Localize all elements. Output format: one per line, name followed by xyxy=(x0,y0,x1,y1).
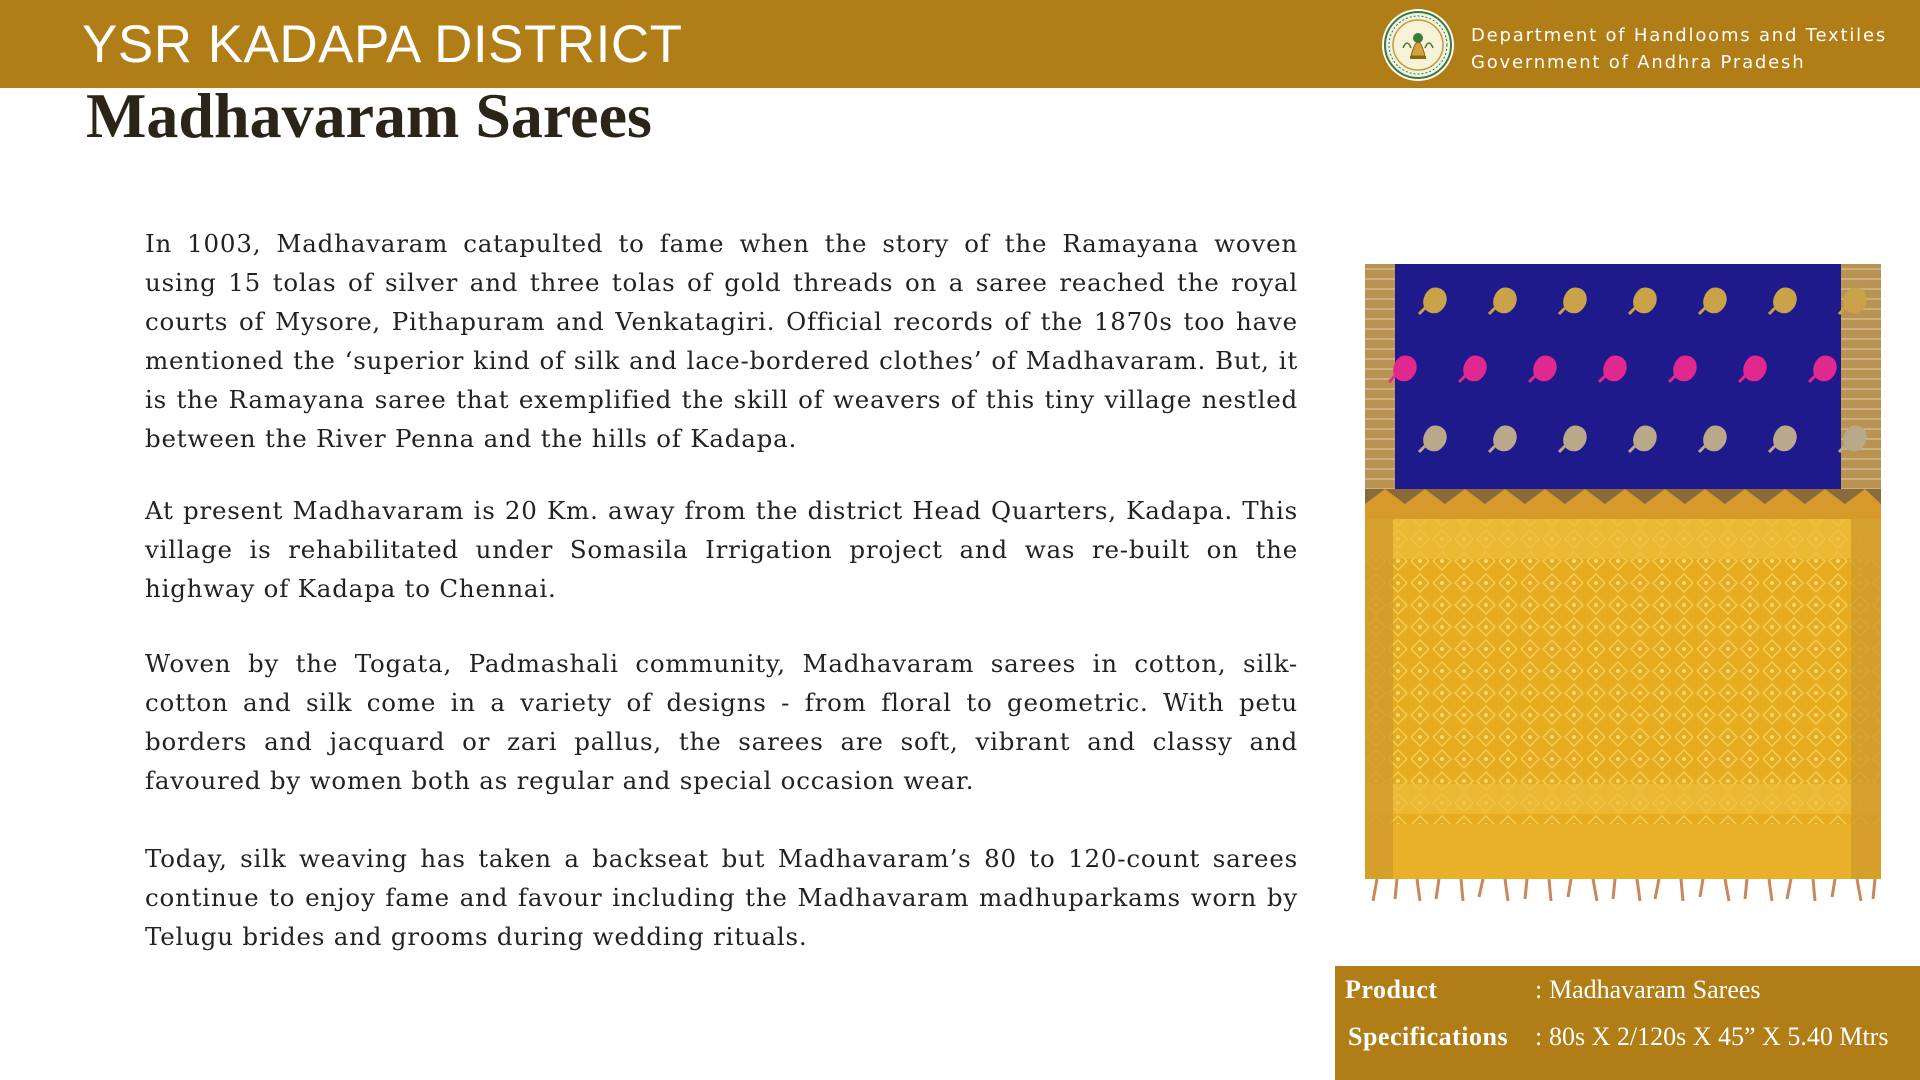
saree-pallu-band-top xyxy=(1365,519,1881,559)
specifications-label: Specifications xyxy=(1348,1022,1509,1051)
page-title: Madhavaram Sarees xyxy=(86,80,652,151)
department-name: Department of Handlooms and Textiles xyxy=(1471,25,1888,46)
saree-pallu-band-bottom xyxy=(1365,824,1881,879)
paragraph-history: In 1003, Madhavaram catapulted to fame when the story of the Ramayana woven using 15 tolas of silver and three tolas of gold threads on a saree reached the royal courts of Mysore, Pithapuram and Venkatagiri. Official records of the 1870s too have mentioned the ‘superior kind of silk and lace-bordered clothes’ of Madhavaram. But, it is the Ramayana saree that exemplified the skill of weavers of this tiny village nestled between the River Penna and the hills of Kadapa. xyxy=(145,229,1298,453)
description-text xyxy=(145,224,1298,956)
saree-pallu-right-edge xyxy=(1851,519,1881,879)
specifications-row xyxy=(1335,1017,1920,1057)
district-title: YSR KADAPA DISTRICT xyxy=(82,15,683,74)
specifications-value: 80s X 2/120s X 45” X 5.40 Mtrs xyxy=(1549,1022,1889,1051)
product-separator: : xyxy=(1535,975,1543,1004)
specifications-separator: : xyxy=(1535,1022,1543,1051)
product-value: Madhavaram Sarees xyxy=(1549,975,1761,1004)
saree-left-border xyxy=(1365,264,1395,509)
product-spec-box xyxy=(1335,966,1920,1080)
saree-pallu-band-mid xyxy=(1365,784,1881,814)
product-label: Product xyxy=(1345,975,1438,1004)
saree-pallu-left-edge xyxy=(1365,519,1393,879)
department-block xyxy=(1471,22,1887,76)
paragraph-weavers: Woven by the Togata, Padmashali community, Madhavaram sarees in cotton, silk-cotton and silk come in a variety of designs - from floral to geometric. With petu borders and jacquard or zari pallus, the sarees are soft, vibrant and classy and favoured by women both as regular and special occasion wear. xyxy=(145,649,1298,795)
saree-product-image xyxy=(1365,264,1881,904)
andhra-pradesh-emblem-icon xyxy=(1381,8,1455,82)
government-name: Government of Andhra Pradesh xyxy=(1471,52,1806,73)
product-row xyxy=(1335,970,1920,1010)
paragraph-location: At present Madhavaram is 20 Km. away from the district Head Quarters, Kadapa. This village is rehabilitated under Somasila Irrigation project and was re-built on the highway of Kadapa to Chennai. xyxy=(145,496,1298,603)
saree-tassels xyxy=(1373,879,1875,901)
paragraph-today: Today, silk weaving has taken a backseat but Madhavaram’s 80 to 120-count sarees continue to enjoy fame and favour including the Madhavaram madhuparkams worn by Telugu brides and grooms during wedding rituals. xyxy=(145,844,1298,951)
header-bar xyxy=(0,0,1920,88)
